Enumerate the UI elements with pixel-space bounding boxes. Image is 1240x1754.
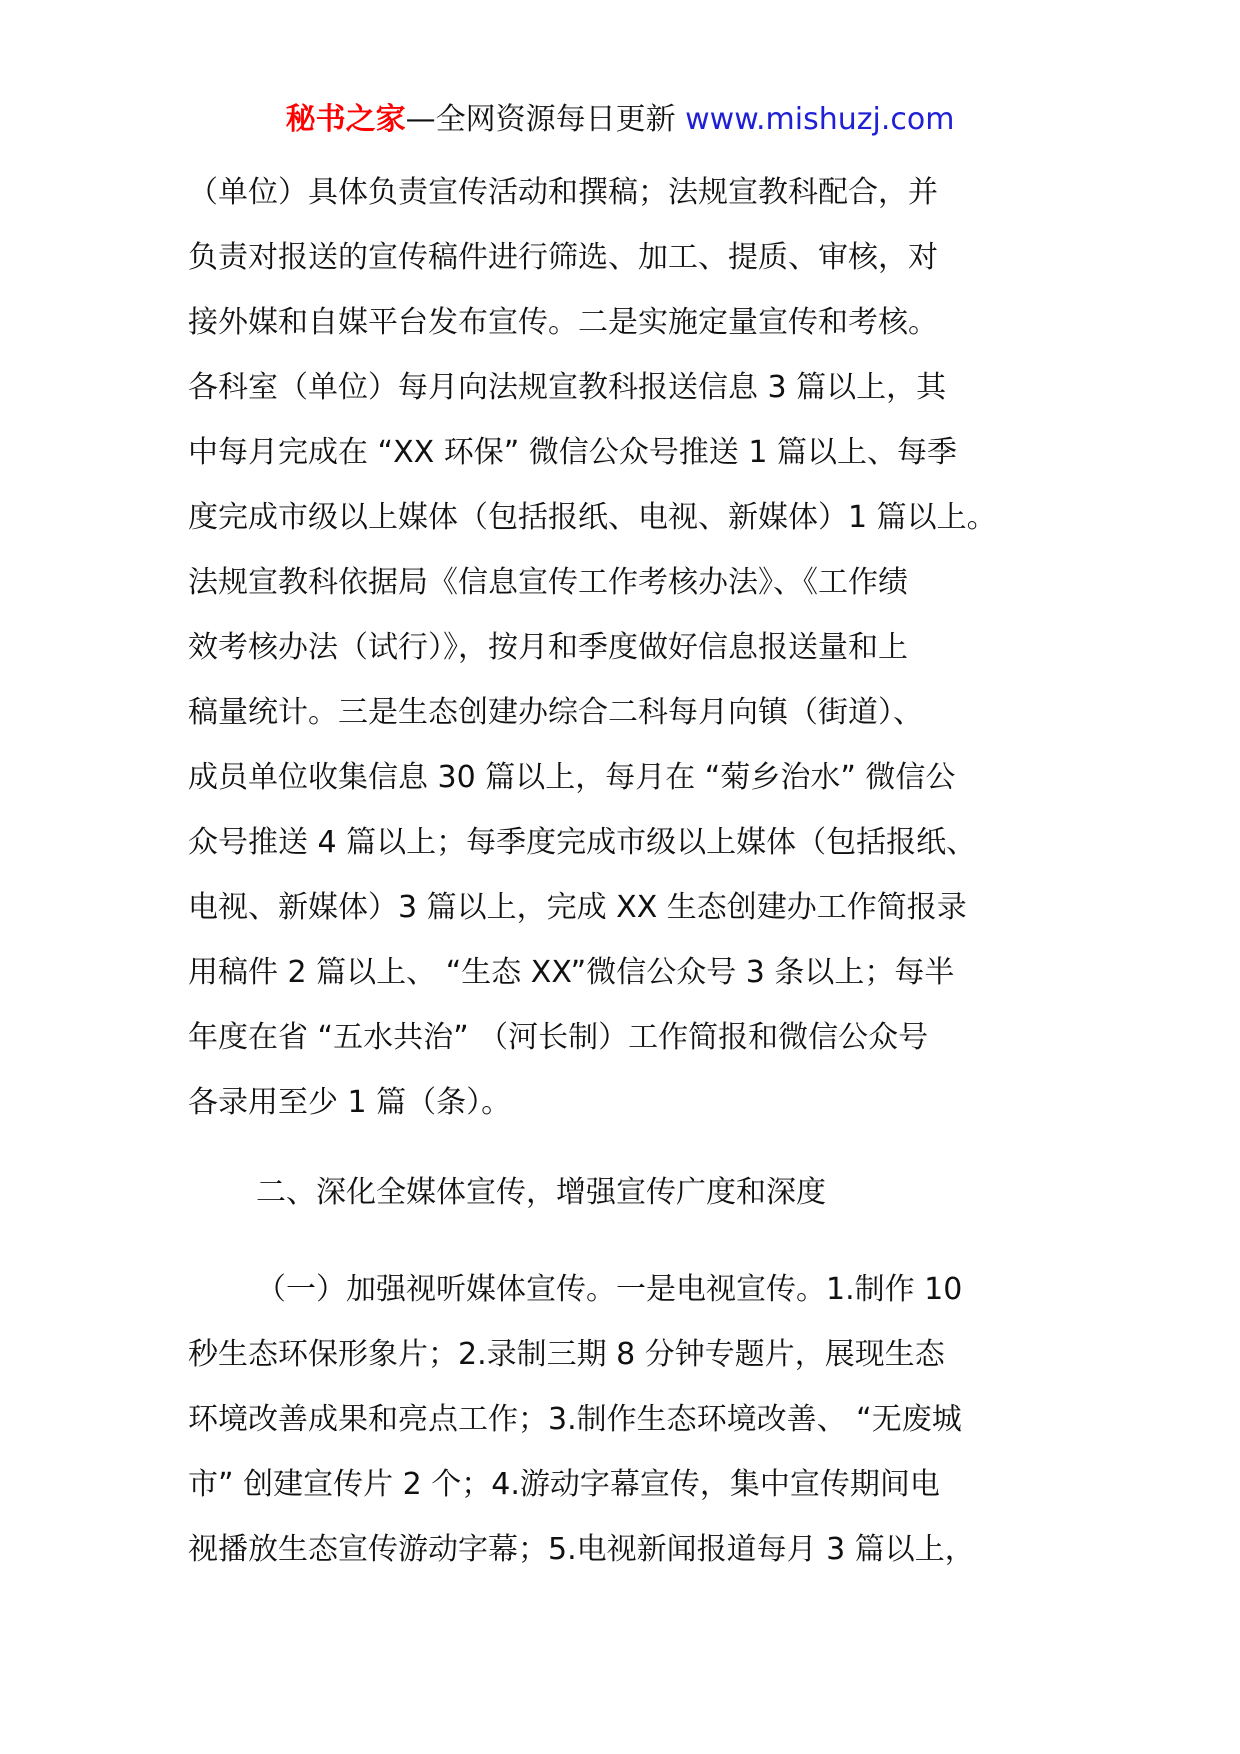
text-line: 度完成市级以上媒体（包括报纸、电视、新媒体）1 篇以上。 [188,500,997,535]
text-line: 接外媒和自媒平台发布宣传。二是实施定量宣传和考核。 [188,305,938,340]
document-body-section-2 [188,1257,1088,1582]
text-line: 效考核办法（试行）》，按月和季度做好信息报送量和上 [188,630,908,665]
text-line: 环境改善成果和亮点工作；3.制作生态环境改善、 “无废城 [188,1402,962,1437]
section-heading: 二、深化全媒体宣传，增强宣传广度和深度 [256,1175,826,1210]
text-line: 年度在省 “五水共治” （河长制）工作简报和微信公众号 [188,1020,929,1055]
text-line: （单位）具体负责宣传活动和撰稿；法规宣教科配合，并 [188,175,938,210]
text-line: 稿量统计。三是生态创建办综合二科每月向镇（街道）、 [188,695,923,730]
document-body [188,160,1088,1135]
text-line: 各录用至少 1 篇（条）。 [188,1085,512,1120]
text-line: 用稿件 2 篇以上、 “生态 XX”微信公众号 3 条以上；每半 [188,955,955,990]
page-header [0,98,1240,142]
text-line: 秒生态环保形象片；2.录制三期 8 分钟专题片，展现生态 [188,1337,945,1372]
text-line: 成员单位收集信息 30 篇以上，每月在 “菊乡治水” 微信公 [188,760,956,795]
text-line: （一）加强视听媒体宣传。一是电视宣传。1.制作 10 [256,1272,963,1307]
text-line: 众号推送 4 篇以上；每季度完成市级以上媒体（包括报纸、 [188,825,977,860]
text-line: 电视、新媒体）3 篇以上，完成 XX 生态创建办工作简报录 [188,890,967,925]
text-line: 市” 创建宣传片 2 个；4.游动字幕宣传，集中宣传期间电 [188,1467,940,1502]
brand-name: 秘书之家 [285,102,406,137]
text-line: 视播放生态宣传游动字幕；5.电视新闻报道每月 3 篇以上， [188,1532,975,1567]
text-line: 法规宣教科依据局《信息宣传工作考核办法》、《工作绩 [188,565,908,600]
site-url[interactable]: www.mishuzj.com [685,102,955,137]
text-line: 中每月完成在 “XX 环保” 微信公众号推送 1 篇以上、每季 [188,435,957,470]
header-tagline: —全网资源每日更新 [405,102,676,137]
text-line: 各科室（单位）每月向法规宣教科报送信息 3 篇以上，其 [188,370,947,405]
text-line: 负责对报送的宣传稿件进行筛选、加工、提质、审核，对 [188,240,938,275]
